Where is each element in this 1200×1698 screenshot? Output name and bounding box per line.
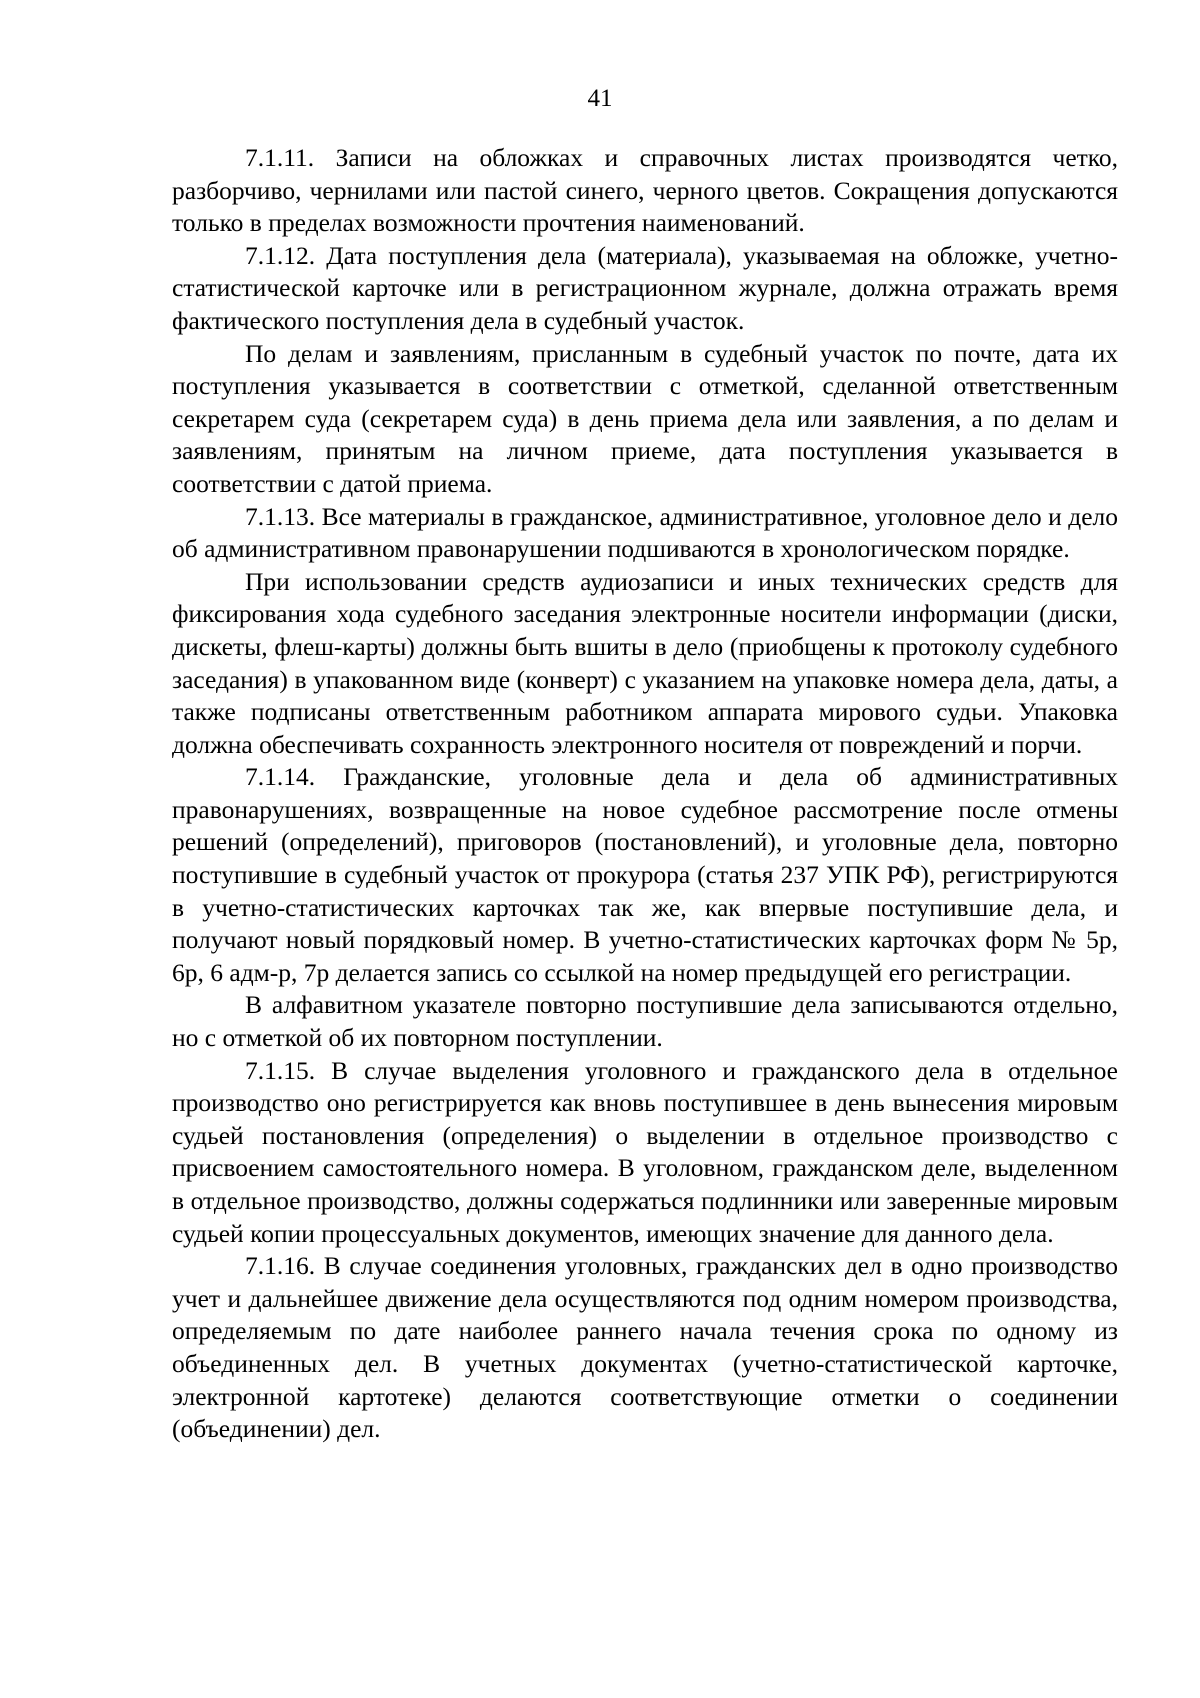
- paragraph-7-1-12: 7.1.12. Дата поступления дела (материала), указываемая на обложке, учетно-статистической карточке или в регистрационном журнале, должна отражать время фактического поступления дела в судебный участок.: [172, 240, 1118, 335]
- paragraph-7-1-15: 7.1.15. В случае выделения уголовного и гражданского дела в отдельное производство оно регистрируется как вновь поступившее в день вынесения мировым судьей постановления (определения) о выделении в отдельное производство с присвоением самостоятельного номера. В уголовном, гражданском деле, выделенном в отдельное производство, должны содержаться подлинники или заверенные мировым судьей копии процессуальных документов, имеющих значение для данного дела.: [172, 1055, 1118, 1248]
- document-body: [172, 142, 1118, 1446]
- paragraph-7-1-16: 7.1.16. В случае соединения уголовных, гражданских дел в одно производство учет и дальнейшее движение дела осуществляются под одним номером производства, определяемым по дате наиболее раннего начала течения срока по одному из объединенных дел. В учетных документах (учетно-статистической карточке, электронной картотеке) делаются соответствующие отметки о соединении (объединении) дел.: [172, 1251, 1118, 1444]
- paragraph-alphabetical-index: В алфавитном указателе повторно поступившие дела записываются отдельно, но с отметкой об их повторном поступлении.: [172, 990, 1118, 1053]
- paragraph-audio-recording-media: При использовании средств аудиозаписи и иных технических средств для фиксирования хода судебного заседания электронные носители информации (диски, дискеты, флеш-карты) должны быть вшиты в дело (приобщены к протоколу судебного заседания) в упакованном виде (конверт) с указанием на упаковке номера дела, даты, а также подписаны ответственным работником аппарата мирового судьи. Упаковка должна обеспечивать сохранность электронного носителя от повреждений и порчи.: [172, 566, 1118, 759]
- page-number: 41: [587, 85, 613, 112]
- paragraph-mail-receipt-date: По делам и заявлениям, присланным в судебный участок по почте, дата их поступления указывается в соответствии с отметкой, сделанной ответственным секретарем суда (секретарем суда) в день приема дела или заявления, а по делам и заявлениям, принятым на личном приеме, дата поступления указывается в соответствии с датой приема.: [172, 338, 1118, 498]
- paragraph-7-1-11: 7.1.11. Записи на обложках и справочных листах производятся четко, разборчиво, чернилами или пастой синего, черного цветов. Сокращения допускаются только в пределах возможности прочтения наименований.: [172, 143, 1118, 238]
- paragraph-7-1-14: 7.1.14. Гражданские, уголовные дела и дела об административных правонарушениях, возвращенные на новое судебное рассмотрение после отмены решений (определений), приговоров (постановлений), и уголовные дела, повторно поступившие в судебный участок от прокурора (статья 237 УПК РФ), регистрируются в учетно-статистических карточках так же, как впервые поступившие дела, и получают новый порядковый номер. В учетно-статистических карточках форм № 5р, 6р, 6 адм-р, 7р делается запись со ссылкой на номер предыдущей его регистрации.: [172, 762, 1118, 987]
- paragraph-7-1-13: 7.1.13. Все материалы в гражданское, административное, уголовное дело и дело об административном правонарушении подшиваются в хронологическом порядке.: [172, 501, 1118, 564]
